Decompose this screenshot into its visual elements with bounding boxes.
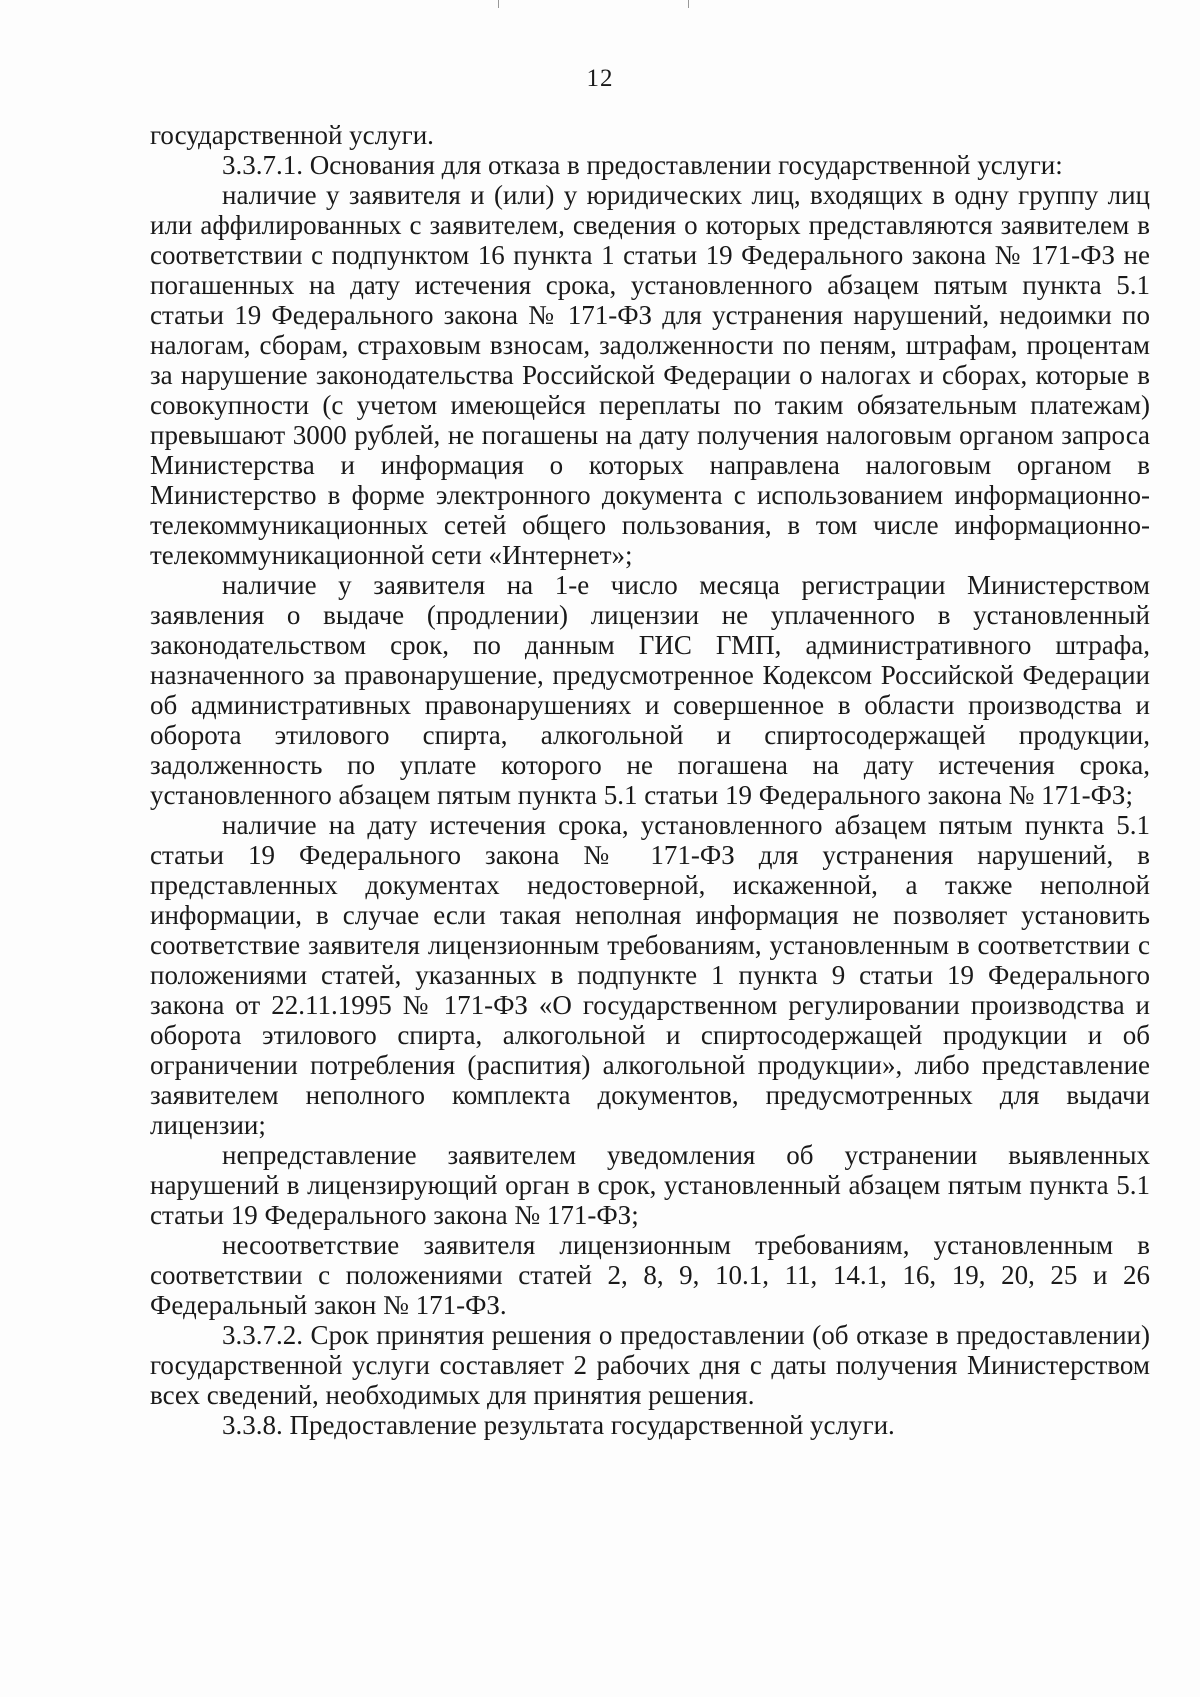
paragraph: непредставление заявителем уведомления об устранении выявленных нарушений в лицензирующий орган в срок, установленный абзацем пятым пункта 5.1 статьи 19 Федерального закона № 171-ФЗ;: [150, 1140, 1150, 1230]
paragraph: наличие на дату истечения срока, установленного абзацем пятым пункта 5.1 статьи 19 Федерального закона № 171-ФЗ для устранения нарушений, в представленных документах недостоверной, искаженной, а также неполной информации, в случае если такая неполная информация не позволяет установить соответствие заявителя лицензионным требованиям, установленным в соответствии с положениями статей, указанных в подпункте 1 пункта 9 статьи 19 Федерального закона от 22.11.1995 № 171-ФЗ «О государственном регулировании производства и оборота этилового спирта, алкогольной и спиртосодержащей продукции и об ограничении потребления (распития) алкогольной продукции», либо представление заявителем неполного комплекта документов, предусмотренных для выдачи лицензии;: [150, 810, 1150, 1140]
scan-artifact: [688, 0, 689, 8]
scan-artifact: [498, 0, 499, 8]
paragraph: 3.3.7.2. Срок принятия решения о предоставлении (об отказе в предоставлении) государственной услуги составляет 2 рабочих дня с даты получения Министерством всех сведений, необходимых для принятия решения.: [150, 1320, 1150, 1410]
paragraph: наличие у заявителя на 1-е число месяца регистрации Министерством заявления о выдаче (продлении) лицензии не уплаченного в установленный законодательством срок, по данным ГИС ГМП, административного штрафа, назначенного за правонарушение, предусмотренное Кодексом Российской Федерации об административных правонарушениях и совершенное в области производства и оборота этилового спирта, алкогольной и спиртосодержащей продукции, задолженность по уплате которого не погашена на дату истечения срока, установленного абзацем пятым пункта 5.1 статьи 19 Федерального закона № 171-ФЗ;: [150, 570, 1150, 810]
section-heading: 3.3.8. Предоставление результата государственной услуги.: [222, 1410, 895, 1440]
paragraph: несоответствие заявителя лицензионным требованиям, установленным в соответствии с положениями статей 2, 8, 9, 10.1, 11, 14.1, 16, 19, 20, 25 и 26 Федеральный закон № 171-ФЗ.: [150, 1230, 1150, 1320]
document-body: [150, 120, 1150, 1440]
section-heading: 3.3.7.1. Основания для отказа в предоставлении государственной услуги:: [222, 150, 1063, 180]
page-number: 12: [586, 65, 614, 92]
paragraph: государственной услуги.: [150, 120, 434, 150]
paragraph: наличие у заявителя и (или) у юридических лиц, входящих в одну группу лиц или аффилированных с заявителем, сведения о которых представляются заявителем в соответствии с подпунктом 16 пункта 1 статьи 19 Федерального закона № 171-ФЗ не погашенных на дату истечения срока, установленного абзацем пятым пункта 5.1 статьи 19 Федерального закона № 171-ФЗ для устранения нарушений, недоимки по налогам, сборам, страховым взносам, задолженности по пеням, штрафам, процентам за нарушение законодательства Российской Федерации о налогах и сборах, которые в совокупности (с учетом имеющейся переплаты по таким обязательным платежам) превышают 3000 рублей, не погашены на дату получения налоговым органом запроса Министерства и информация о которых направлена налоговым органом в Министерство в форме электронного документа с использованием информационно-телекоммуникационных сетей общего пользования, в том числе информационно-телекоммуникационной сети «Интернет»;: [150, 180, 1150, 570]
